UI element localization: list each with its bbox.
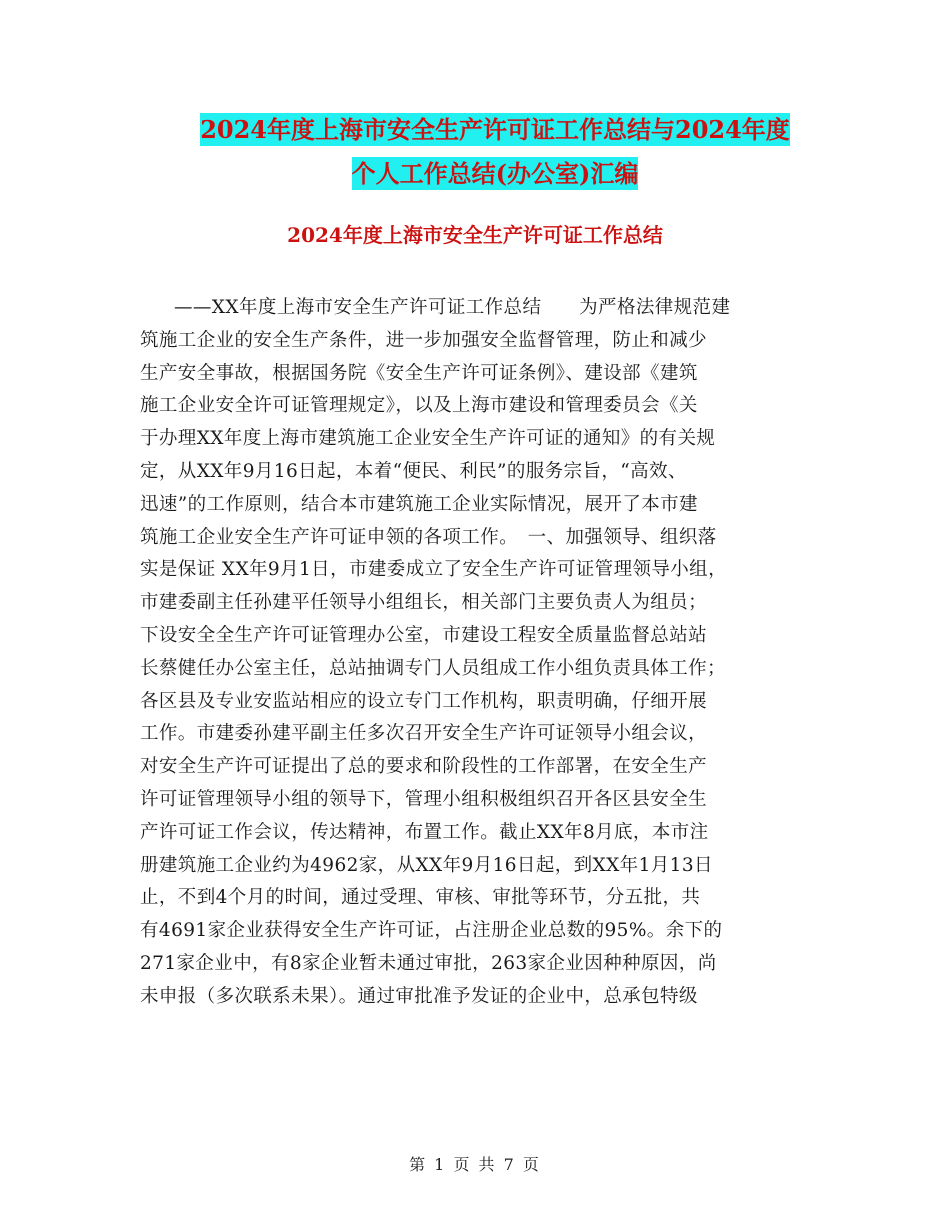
body-line: 许可证管理领导小组的领导下，管理小组积极组织召开各区县安全生: [140, 788, 708, 810]
body-line: 册建筑施工企业约为4962家，从XX年9月16日起，到XX年1月13日: [140, 854, 713, 876]
body-line: 未申报（多次联系未果）。通过审批准予发证的企业中，总承包特级: [140, 985, 698, 1007]
body-line: ——XX年度上海市安全生产许可证工作总结 为严格法律规范建: [174, 297, 731, 318]
body-line: 止，不到4个月的时间，通过受理、审核、审批等环节，分五批，共: [140, 887, 701, 909]
main-title-line-1: 2024年度上海市安全生产许可证工作总结与2024年度: [200, 115, 790, 144]
page-footer: 第 1 页 共 7 页: [409, 1155, 541, 1174]
body-line: 筑施工企业的安全生产条件，进一步加强安全监督管理，防止和减少: [140, 329, 708, 351]
body-line: 市建委副主任孙建平任领导小组组长，相关部门主要负责人为组员；: [140, 592, 708, 614]
body-line: 下设安全全生产许可证管理办公室，市建设工程安全质量监督总站站: [140, 624, 708, 646]
body-line: 对安全生产许可证提出了总的要求和阶段性的工作部署，在安全生产: [140, 756, 708, 778]
body-line: 长蔡健任办公室主任，总站抽调专门人员组成工作小组负责具体工作；: [140, 657, 726, 679]
body-text: [140, 292, 812, 1014]
main-title: [120, 108, 870, 196]
body-line: 271家企业中，有8家企业暂未通过审批，263家企业因种种原因，尚: [140, 952, 717, 974]
body-line: 实是保证 XX年9月1日，市建委成立了安全生产许可证管理领导小组，: [140, 559, 727, 581]
body-line: 施工企业安全许可证管理规定》，以及上海市建设和管理委员会《关: [140, 395, 698, 417]
body-line: 于办理XX年度上海市建筑施工企业安全生产许可证的通知》的有关规: [140, 428, 716, 450]
body-line: 有4691家企业获得安全生产许可证，占注册企业总数的95%。余下的: [140, 920, 723, 942]
body-line: 工作。市建委孙建平副主任多次召开安全生产许可证领导小组会议，: [140, 723, 708, 745]
section-title: 2024年度上海市安全生产许可证工作总结: [287, 223, 663, 247]
body-line: 产许可证工作会议，传达精神，布置工作。截止XX年8月底，本市注: [140, 821, 709, 843]
body-line: 各区县及专业安监站相应的设立专门工作机构，职责明确，仔细开展: [140, 690, 708, 712]
main-title-line-2: 个人工作总结(办公室)汇编: [351, 159, 639, 188]
body-line: 定，从XX年9月16日起，本着“便民、利民”的服务宗旨，“高效、: [140, 460, 687, 482]
body-line: 筑施工企业安全生产许可证申领的各项工作。 一、加强领导、组织落: [140, 526, 717, 548]
body-line: 生产安全事故，根据国务院《安全生产许可证条例》、建设部《建筑: [140, 362, 698, 384]
body-line: 迅速”的工作原则，结合本市建筑施工企业实际情况，展开了本市建: [140, 493, 698, 515]
